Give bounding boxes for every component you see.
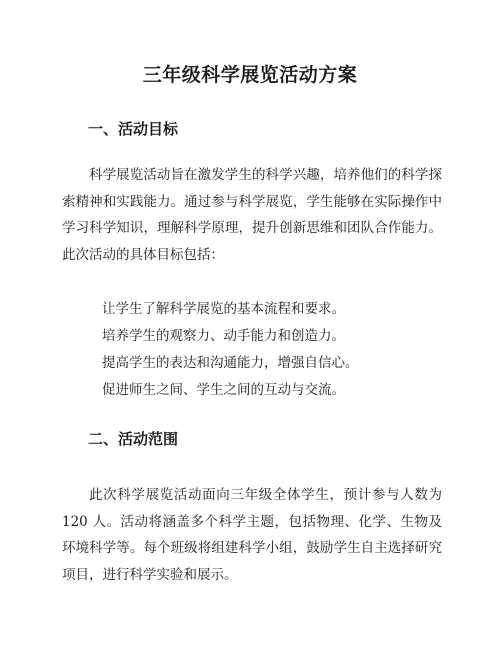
list-item: 促进师生之间、学生之间的互动与交流。 [102, 382, 345, 398]
list-item: 培养学生的观察力、动手能力和创造力。 [102, 328, 345, 344]
goals-list [102, 296, 442, 404]
document-title: 三年级科学展览活动方案 [142, 64, 358, 86]
section-paragraph-scope: 此次科学展览活动面向三年级全体学生，预计参与人数为 120 人。活动将涵盖多个科学主题，包括物理、化学、生物及环境科学等。每个班级将组建科学小组，鼓励学生自主选择研究项目，进行科学实验和展示。 [62, 487, 442, 583]
section-paragraph-goals: 科学展览活动旨在激发学生的科学兴趣，培养他们的科学探索精神和实践能力。通过参与科学展览，学生能够在实际操作中学习科学知识，理解科学原理，提升创新思维和团队合作能力。此次活动的具体目标包括： [62, 167, 442, 263]
section-heading-goals: 一、活动目标 [88, 120, 179, 138]
section-heading-scope: 二、活动范围 [88, 430, 179, 448]
list-item: 让学生了解科学展览的基本流程和要求。 [102, 301, 345, 317]
list-item: 提高学生的表达和沟通能力，增强自信心。 [102, 355, 359, 371]
